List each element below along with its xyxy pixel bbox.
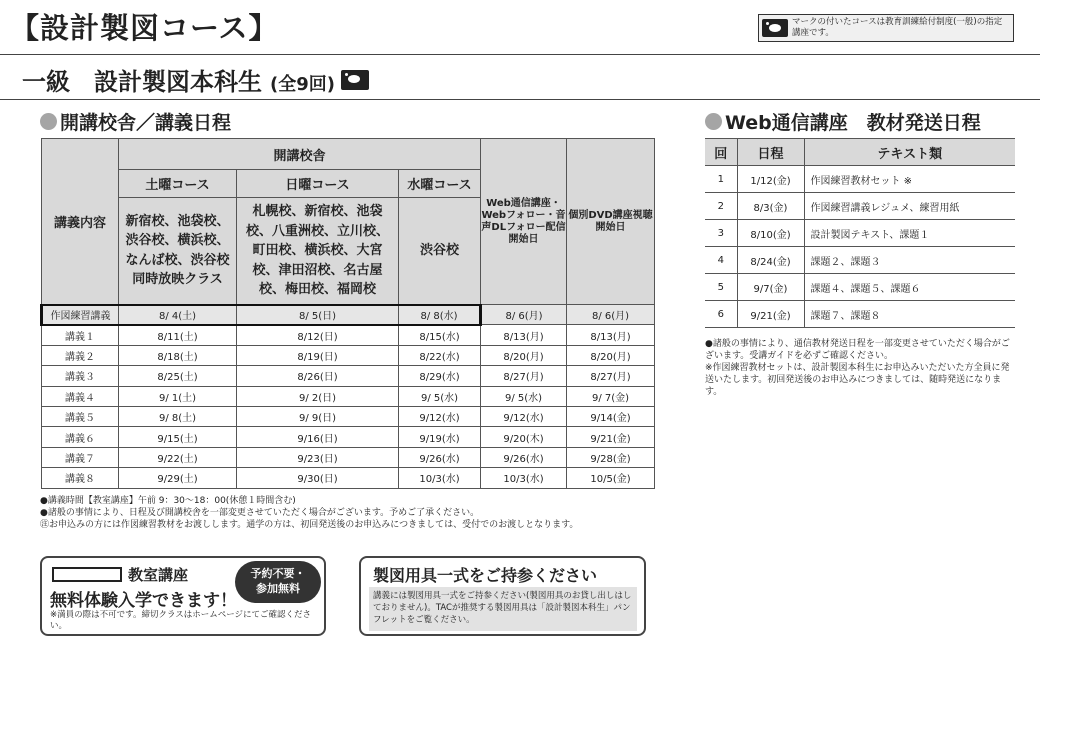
cell-sat: 8/11(土) <box>119 325 237 345</box>
cell-no: 1 <box>705 166 737 193</box>
header-sat-course: 土曜コース <box>119 170 237 198</box>
cell-no: 6 <box>705 301 737 328</box>
cell-name: 講義２ <box>42 345 119 365</box>
cell-web: 8/13(月) <box>481 325 567 345</box>
bullet-circle-icon <box>40 113 57 130</box>
tools-headline: 製図用具一式をご持参ください <box>373 566 598 585</box>
free-badge <box>235 561 321 603</box>
cell-no: 3 <box>705 220 737 247</box>
table-row <box>705 193 1015 220</box>
wed-campus-list: 渋谷校 <box>399 198 481 305</box>
cell-dvd: 10/5(金) <box>567 468 655 488</box>
bullet-circle-icon <box>705 113 722 130</box>
cell-name: 講義８ <box>42 468 119 488</box>
cell-sun: 8/26(日) <box>237 366 399 386</box>
free-badge-line: 予約不要・ <box>250 567 306 580</box>
cell-web: 9/12(水) <box>481 406 567 426</box>
table-row <box>42 366 655 386</box>
cell-sun: 9/30(日) <box>237 468 399 488</box>
cell-sat: 8/ 4(土) <box>119 305 237 325</box>
table-row <box>42 345 655 365</box>
cell-name: 講義４ <box>42 386 119 406</box>
cell-name: 講義１ <box>42 325 119 345</box>
free-badge-line: 参加無料 <box>256 582 300 595</box>
cell-dvd: 8/27(月) <box>567 366 655 386</box>
header-content: 講義内容 <box>42 139 119 305</box>
header-web-start: Web通信講座・Webフォロー・音声DLフォロー配信開始日 <box>481 139 567 305</box>
cell-wed: 9/12(水) <box>399 406 481 426</box>
cell-text: 設計製図テキスト、課題１ <box>804 220 1015 247</box>
cell-sat: 8/18(土) <box>119 345 237 365</box>
cell-sun: 9/23(日) <box>237 447 399 467</box>
cell-sat: 9/29(土) <box>119 468 237 488</box>
cell-wed: 10/3(水) <box>399 468 481 488</box>
cell-sun: 9/ 2(日) <box>237 386 399 406</box>
cell-date: 9/7(金) <box>737 274 804 301</box>
table-row <box>705 274 1015 301</box>
cell-date: 1/12(金) <box>737 166 804 193</box>
schedule-note: ●諸般の事情により、日程及び開講校舎を一部変更させていただく場合がございます。予めご了承ください。 <box>40 508 480 518</box>
cell-wed: 9/ 5(水) <box>399 386 481 406</box>
cell-sat: 9/ 8(土) <box>119 406 237 426</box>
benefit-notice <box>758 14 1014 42</box>
web-heading-text: Web通信講座 教材発送日程 <box>725 112 981 134</box>
cell-dvd: 8/20(月) <box>567 345 655 365</box>
table-row <box>42 427 655 447</box>
cell-sun: 8/12(日) <box>237 325 399 345</box>
schedule-note: ㊟お申込みの方には作図練習教材をお渡しします。通学の方は、初回発送後のお申込みにつきましては、受付でのお渡しとなります。 <box>40 520 579 530</box>
cell-no: 5 <box>705 274 737 301</box>
cell-date: 8/10(金) <box>737 220 804 247</box>
cell-web: 8/ 6(月) <box>481 305 567 325</box>
cell-wed: 8/ 8(水) <box>399 305 481 325</box>
cell-name: 講義６ <box>42 427 119 447</box>
course-name: 一級 設計製図本科生 <box>22 68 262 96</box>
trial-box <box>40 556 326 636</box>
cell-date: 8/24(金) <box>737 247 804 274</box>
cell-dvd: 9/14(金) <box>567 406 655 426</box>
cell-text: 課題２、課題３ <box>804 247 1015 274</box>
trial-note: ※満員の際は不可です。締切クラスはホームページにてご確認ください。 <box>50 610 312 631</box>
table-row <box>42 468 655 488</box>
cell-sat: 8/25(土) <box>119 366 237 386</box>
header-wed-course: 水曜コース <box>399 170 481 198</box>
web-heading <box>705 108 981 135</box>
header-campus: 開講校舎 <box>119 139 481 170</box>
table-row <box>42 406 655 426</box>
cell-web: 8/27(月) <box>481 366 567 386</box>
tools-box <box>359 556 646 636</box>
cell-dvd: 9/ 7(金) <box>567 386 655 406</box>
table-row <box>705 166 1015 193</box>
header-no: 回 <box>705 139 737 166</box>
cell-date: 9/21(金) <box>737 301 804 328</box>
schedule-table <box>40 138 655 489</box>
sun-campus-list: 札幌校、新宿校、池袋校、八重洲校、立川校、町田校、横浜校、大宮校、津田沼校、名古屋校、梅田校、福岡校 <box>237 198 399 305</box>
course-session-count: (全9回) <box>270 74 335 95</box>
header-text: テキスト類 <box>804 139 1015 166</box>
table-row <box>42 305 655 325</box>
trial-headline: 無料体験入学できます！ <box>50 591 237 611</box>
cell-text: 作図練習講義レジュメ、練習用紙 <box>804 193 1015 220</box>
cell-sat: 9/22(土) <box>119 447 237 467</box>
header-dvd-start: 個別DVD講座視聴開始日 <box>567 139 655 305</box>
cell-wed: 9/19(水) <box>399 427 481 447</box>
cell-wed: 8/15(水) <box>399 325 481 345</box>
cell-dvd: 8/13(月) <box>567 325 655 345</box>
table-row <box>42 325 655 345</box>
cell-sun: 9/16(日) <box>237 427 399 447</box>
cell-sun: 8/19(日) <box>237 345 399 365</box>
table-row <box>705 247 1015 274</box>
header-divider <box>0 54 1040 55</box>
cell-dvd: 9/28(金) <box>567 447 655 467</box>
schedule-heading <box>40 108 231 135</box>
header-date: 日程 <box>737 139 804 166</box>
cell-web: 9/ 5(水) <box>481 386 567 406</box>
cell-dvd: 9/21(金) <box>567 427 655 447</box>
table-row <box>705 220 1015 247</box>
tools-body: 講義には製図用具一式をご持参ください(製図用具のお貸し出しはしておりません)。TACが推奨する製図用具は「設計製図本科生」パンフレットをご覧ください。 <box>369 587 637 631</box>
cell-text: 課題７、課題８ <box>804 301 1015 328</box>
cell-no: 4 <box>705 247 737 274</box>
label-placeholder <box>52 567 122 582</box>
table-row <box>705 301 1015 328</box>
cell-web: 9/26(水) <box>481 447 567 467</box>
schedule-note: ●講義時間【教室講座】午前 9：30〜18：00(休憩１時間含む) <box>40 496 296 506</box>
course-title <box>22 62 369 97</box>
cell-wed: 8/29(水) <box>399 366 481 386</box>
table-row <box>42 447 655 467</box>
cell-sun: 9/ 9(日) <box>237 406 399 426</box>
web-note: ●諸般の事情により、通信教材発送日程を一部変更させていただく場合がございます。受講ガイドを必ずご確認ください。 <box>705 339 1010 361</box>
cell-date: 8/3(金) <box>737 193 804 220</box>
table-row <box>42 386 655 406</box>
cell-name: 講義３ <box>42 366 119 386</box>
cell-name: 作図練習講義 <box>42 305 119 325</box>
course-divider <box>0 99 1040 100</box>
benefit-notice-text: マークの付いたコースは教育訓練給付制度(一般)の指定講座です。 <box>792 17 1003 38</box>
cell-text: 作図練習教材セット ※ <box>804 166 1015 193</box>
schedule-heading-text: 開講校舎／講義日程 <box>60 112 232 134</box>
cell-dvd: 8/ 6(月) <box>567 305 655 325</box>
cell-name: 講義７ <box>42 447 119 467</box>
tape-icon <box>762 19 788 37</box>
cell-sat: 9/15(土) <box>119 427 237 447</box>
cell-web: 10/3(水) <box>481 468 567 488</box>
page-header-title: 【設計製図コース】 <box>10 11 279 45</box>
cell-no: 2 <box>705 193 737 220</box>
web-note: ※作図練習教材セットは、設計製図本科生にお申込みいただいた方全員に発送いたします。初回発送後のお申込みにつきましては、随時発送になります。 <box>705 363 1010 397</box>
header-sun-course: 日曜コース <box>237 170 399 198</box>
tape-icon <box>341 70 369 90</box>
trial-label: 教室講座 <box>128 566 189 584</box>
cell-web: 8/20(月) <box>481 345 567 365</box>
sat-campus-list: 新宿校、池袋校、渋谷校、横浜校、なんば校、渋谷校同時放映クラス <box>119 198 237 305</box>
cell-sun: 8/ 5(日) <box>237 305 399 325</box>
web-notes <box>705 338 1015 398</box>
schedule-notes <box>40 495 660 531</box>
cell-text: 課題４、課題５、課題６ <box>804 274 1015 301</box>
cell-wed: 8/22(水) <box>399 345 481 365</box>
web-shipping-table <box>705 138 1015 328</box>
cell-sat: 9/ 1(土) <box>119 386 237 406</box>
cell-web: 9/20(木) <box>481 427 567 447</box>
cell-name: 講義５ <box>42 406 119 426</box>
cell-wed: 9/26(水) <box>399 447 481 467</box>
